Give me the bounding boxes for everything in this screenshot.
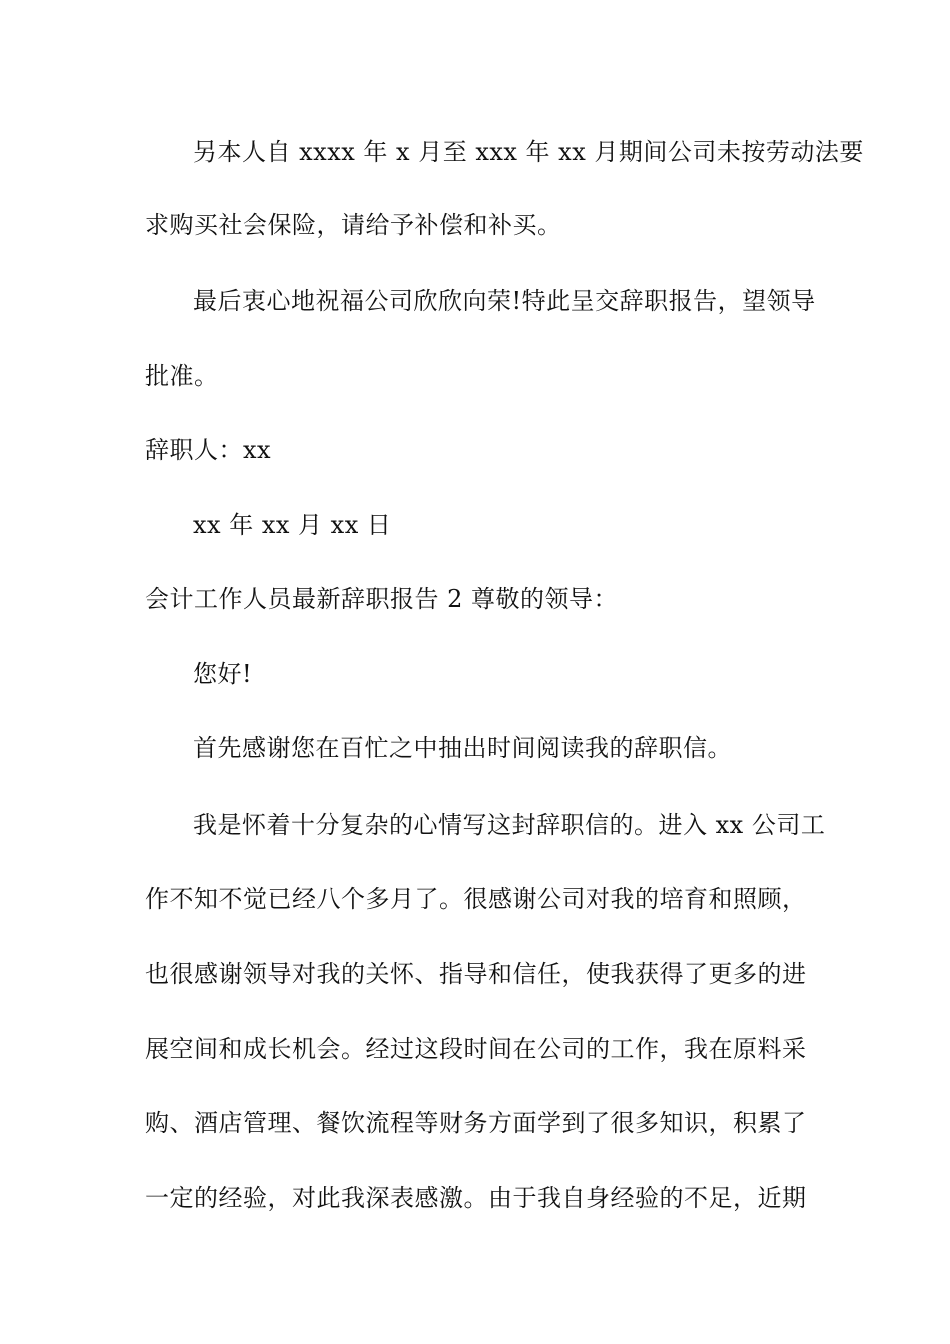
- signature-line: 辞职人：xx: [145, 436, 272, 464]
- paragraph-line: 购、酒店管理、餐饮流程等财务方面学到了很多知识，积累了: [145, 1109, 807, 1137]
- paragraph-line: 我是怀着十分复杂的心情写这封辞职信的。进入 xx 公司工: [193, 811, 826, 839]
- greeting-line: 您好!: [193, 660, 253, 688]
- paragraph-line: 首先感谢您在百忙之中抽出时间阅读我的辞职信。: [193, 734, 732, 762]
- paragraph-line: 作不知不觉已经八个多月了。很感谢公司对我的培育和照顾，: [145, 885, 807, 913]
- paragraph-line: 一定的经验，对此我深表感激。由于我自身经验的不足，近期: [145, 1184, 807, 1212]
- date-line: xx 年 xx 月 xx 日: [193, 511, 392, 539]
- paragraph-line: 展空间和成长机会。经过这段时间在公司的工作，我在原料采: [145, 1035, 807, 1063]
- paragraph-line: 求购买社会保险，请给予补偿和补买。: [145, 211, 562, 239]
- paragraph-line: 另本人自 xxxx 年 x 月至 xxx 年 xx 月期间公司未按劳动法要: [193, 138, 864, 166]
- paragraph-line: 最后衷心地祝福公司欣欣向荣!特此呈交辞职报告，望领导: [193, 287, 816, 315]
- paragraph-line: 也很感谢领导对我的关怀、指导和信任，使我获得了更多的进: [145, 960, 807, 988]
- section-heading: 会计工作人员最新辞职报告 2 尊敬的领导：: [145, 585, 619, 613]
- paragraph-line: 批准。: [145, 362, 219, 390]
